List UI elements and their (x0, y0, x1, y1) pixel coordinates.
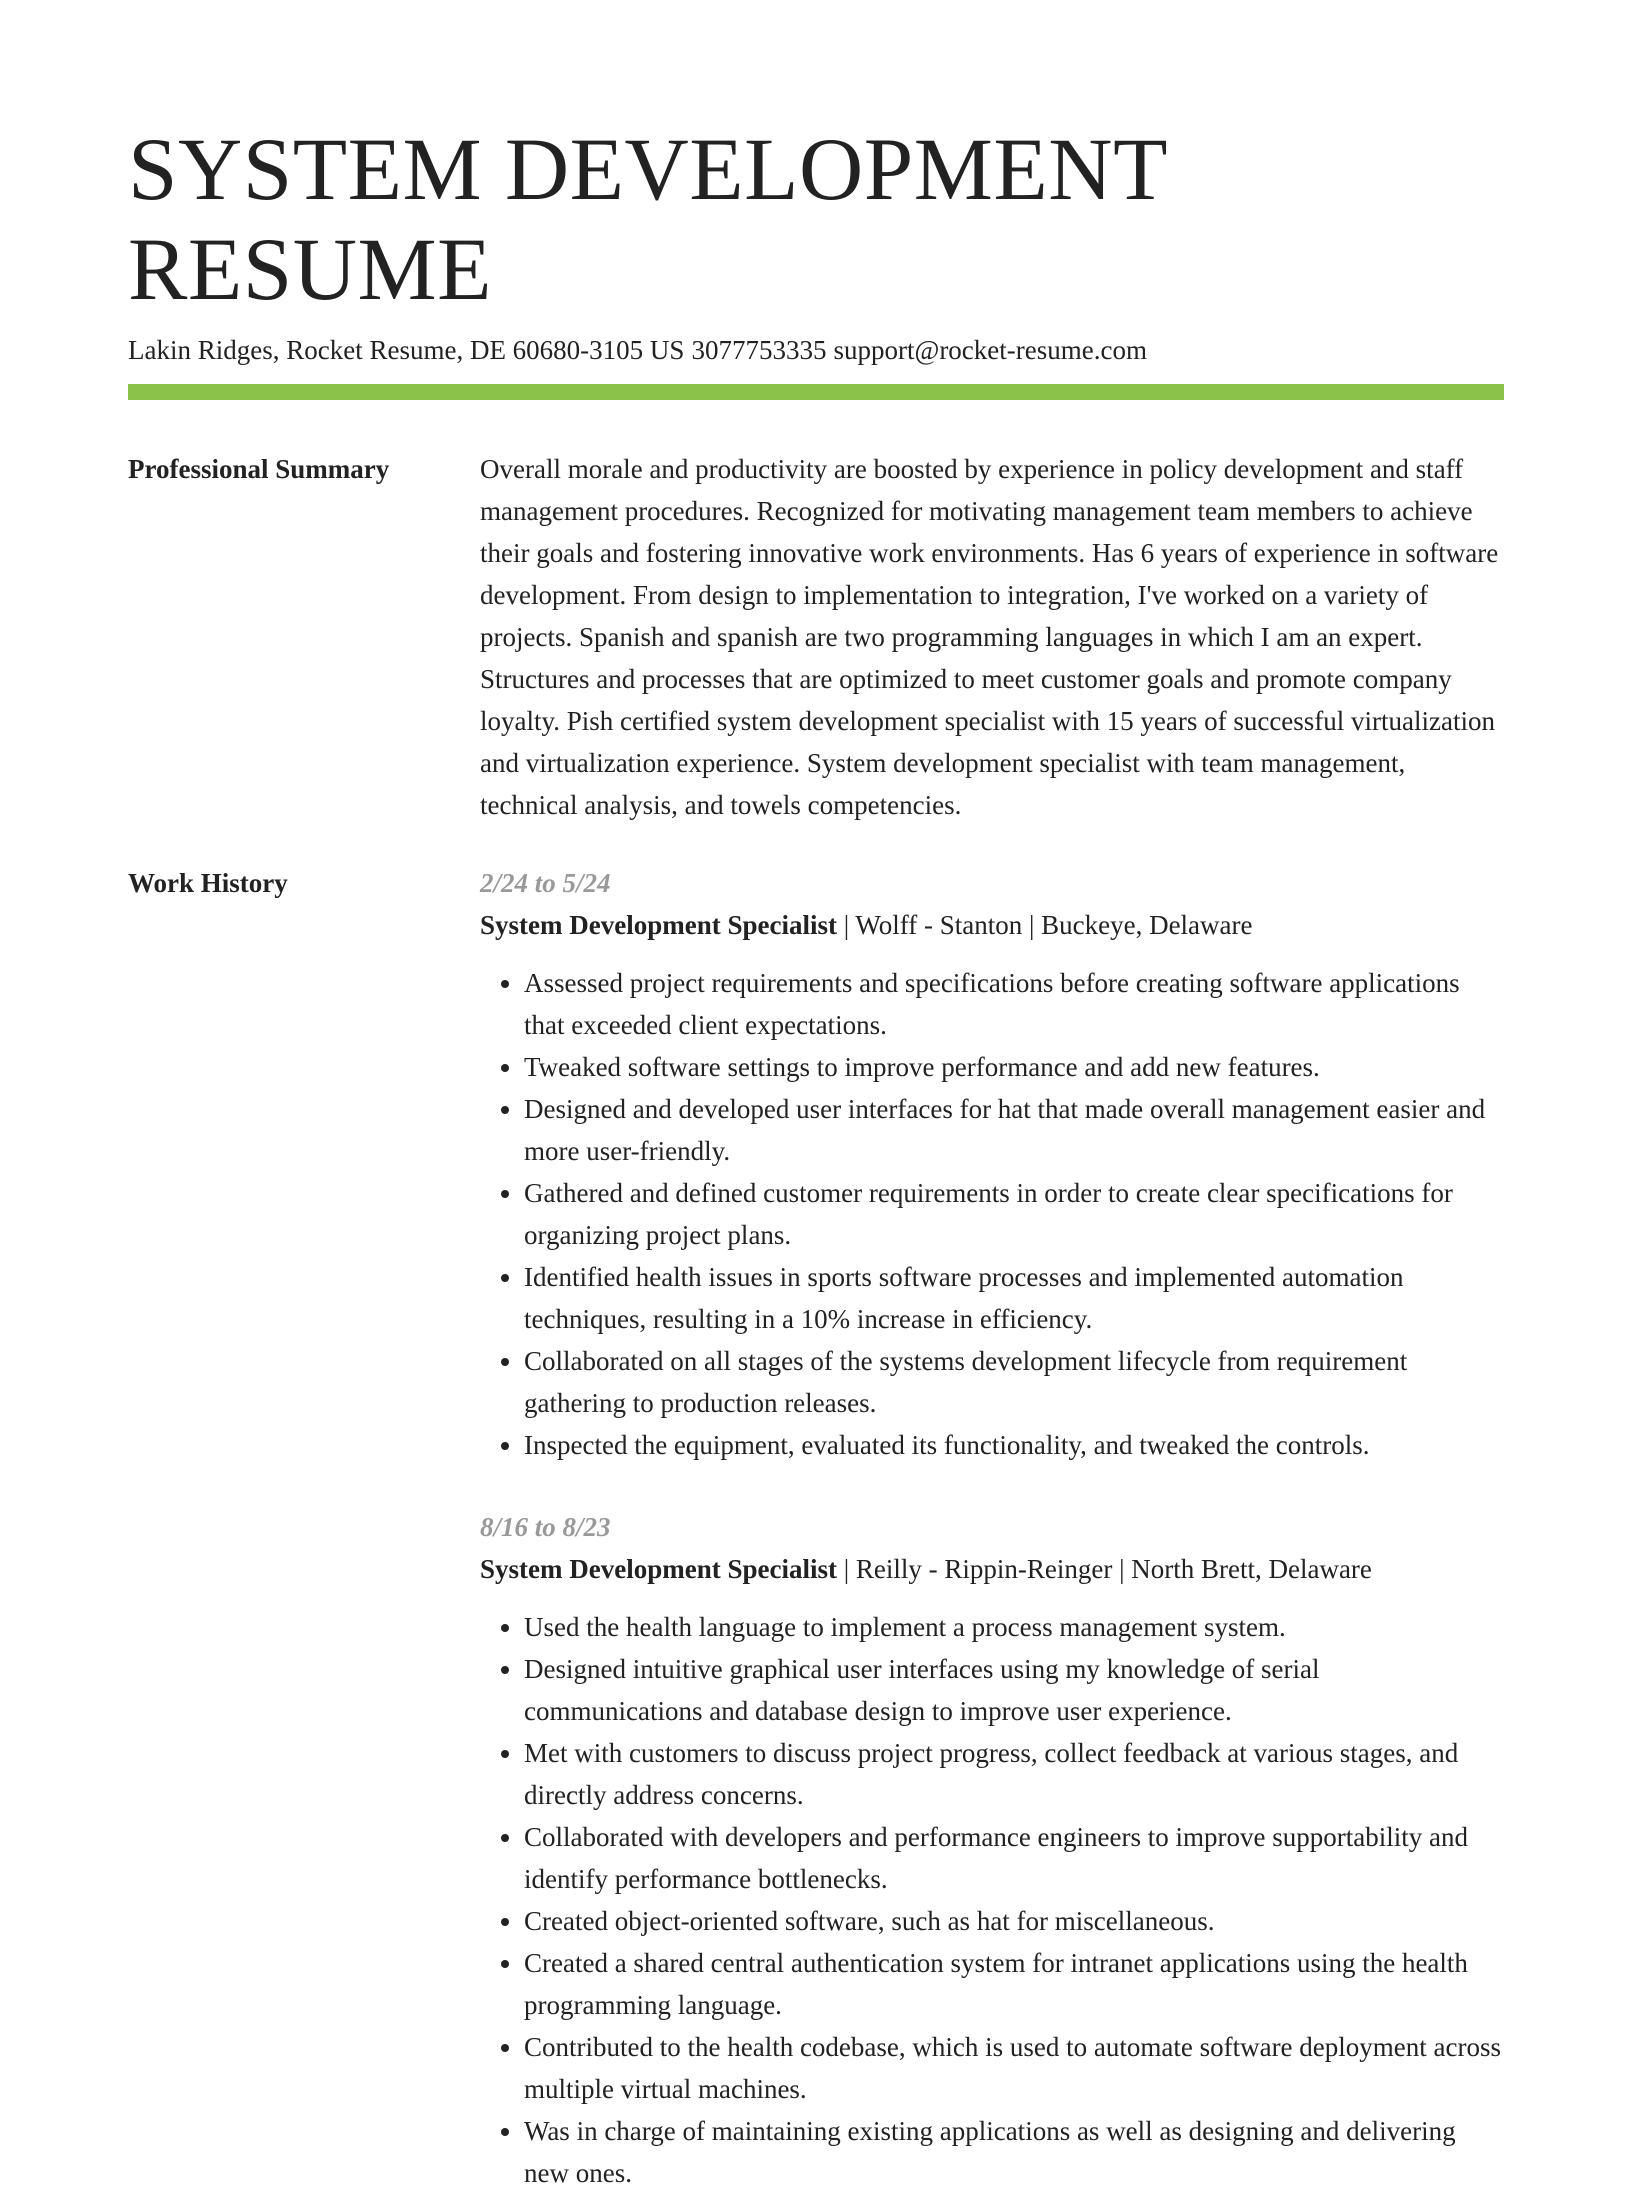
work-history-section (128, 862, 1504, 2194)
job-title: System Development Specialist (480, 1554, 837, 1584)
job-location: North Brett, Delaware (1131, 1554, 1372, 1584)
job-location: Buckeye, Delaware (1041, 910, 1253, 940)
job-bullet: • Tweaked software settings to improve performance and add new features. (524, 1046, 1504, 1088)
job-bullet: • Collaborated with developers and performance engineers to improve supportability and identify performance bottlenecks. (524, 1816, 1504, 1900)
job-bullet: • Created object-oriented software, such as hat for miscellaneous. (524, 1900, 1504, 1942)
job-bullet: • Identified health issues in sports software processes and implemented automation techniques, resulting in a 10% increase in efficiency. (524, 1256, 1504, 1340)
job-line: System Development Specialist | Wolff - Stanton | Buckeye, Delaware (480, 910, 1253, 940)
job-bullets (480, 1606, 1504, 2194)
job-company: Reilly - Rippin-Reinger (855, 1554, 1113, 1584)
job-entry (480, 862, 1504, 1466)
job-bullet: • Collaborated on all stages of the systems development lifecycle from requirement gathering to production releases. (524, 1340, 1504, 1424)
job-entry (480, 1506, 1504, 2194)
job-company: Wolff - Stanton (855, 910, 1023, 940)
section-heading: Work History (128, 868, 288, 898)
jobs-list (480, 862, 1504, 2194)
job-bullet: • Inspected the equipment, evaluated its functionality, and tweaked the controls. (524, 1424, 1504, 1466)
job-bullet: • Assessed project requirements and specifications before creating software applications that exceeded client expectations. (524, 962, 1504, 1046)
job-bullet: • Designed intuitive graphical user interfaces using my knowledge of serial communications and database design to improve user experience. (524, 1648, 1504, 1732)
job-title: System Development Specialist (480, 910, 837, 940)
job-bullet: • Contributed to the health codebase, which is used to automate software deployment across multiple virtual machines. (524, 2026, 1504, 2110)
section-heading: Professional Summary (128, 454, 390, 484)
job-bullet: • Used the health language to implement a process management system. (524, 1606, 1504, 1648)
contact-email: support@rocket-resume.com (833, 335, 1147, 365)
resume-page (128, 120, 1504, 2194)
contact-address: Lakin Ridges, Rocket Resume, DE 60680-3105 US (128, 335, 685, 365)
job-line: System Development Specialist | Reilly - Rippin-Reinger | North Brett, Delaware (480, 1554, 1372, 1584)
job-bullet: • Met with customers to discuss project progress, collect feedback at various stages, and directly address concerns. (524, 1732, 1504, 1816)
job-bullet: • Was in charge of maintaining existing applications as well as designing and delivering new ones. (524, 2110, 1504, 2194)
job-bullet: • Gathered and defined customer requirements in order to create clear specifications for organizing project plans. (524, 1172, 1504, 1256)
contact-line (128, 332, 1504, 368)
job-bullet: • Created a shared central authentication system for intranet applications using the health programming language. (524, 1942, 1504, 2026)
job-dates: 2/24 to 5/24 (480, 868, 611, 898)
job-bullets (480, 962, 1504, 1466)
accent-divider (128, 384, 1504, 400)
contact-phone: 3077753335 (691, 335, 827, 365)
resume-title: SYSTEM DEVELOPMENT RESUME (128, 121, 1167, 319)
job-bullet: • Designed and developed user interfaces for hat that made overall management easier and more user-friendly. (524, 1088, 1504, 1172)
job-dates: 8/16 to 8/23 (480, 1512, 611, 1542)
summary-text: Overall morale and productivity are boosted by experience in policy development and staff management procedures. Recognized for motivating management team members to achieve their goals and fostering innovative work environments. Has 6 years of experience in software development. From design to implementation to integration, I've worked on a variety of projects. Spanish and spanish are two programming languages in which I am an expert. Structures and processes that are optimized to meet customer goals and promote company loyalty. Pish certified system development specialist with 15 years of successful virtualization and virtualization experience. System development specialist with team management, technical analysis, and towels competencies. (480, 454, 1499, 820)
professional-summary-section (128, 448, 1504, 826)
